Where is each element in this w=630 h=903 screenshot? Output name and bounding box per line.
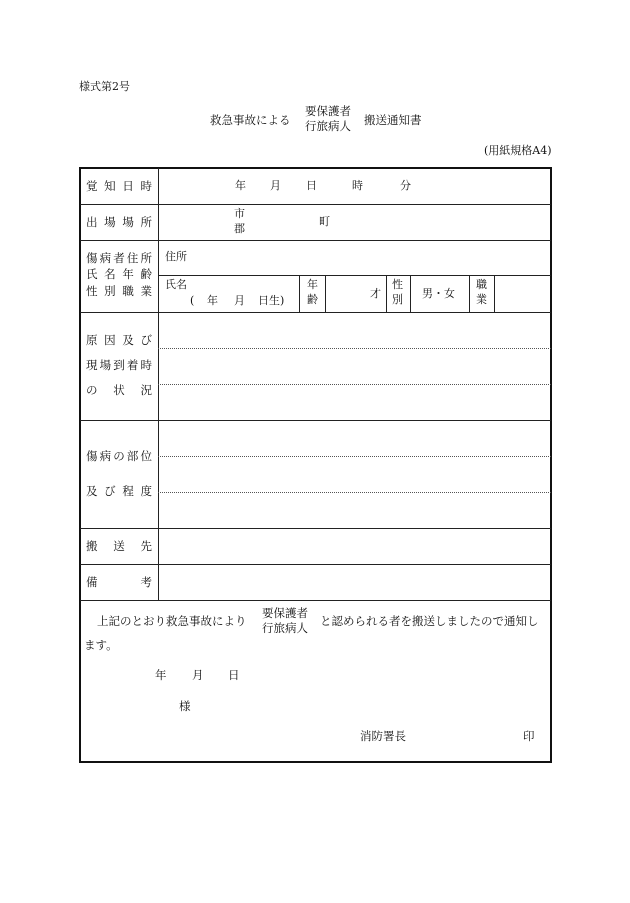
label-char: 氏	[86, 267, 98, 281]
label-char: 到	[113, 358, 125, 372]
label-char: 病	[99, 251, 112, 265]
label-char: 度	[140, 484, 152, 498]
row-label-cause-line3	[86, 384, 152, 397]
age-unit: 才	[370, 287, 381, 300]
label-char: の	[86, 383, 98, 397]
row-label-dispatch-location	[86, 216, 152, 229]
title-option-protected: 要保護者	[305, 104, 351, 118]
birth-open-paren: (	[190, 294, 195, 307]
label-char: 出	[86, 215, 98, 229]
title-option-traveler: 行旅病人	[305, 119, 351, 133]
label-char: 程	[122, 484, 134, 498]
sex-label-bottom: 別	[392, 293, 403, 306]
job-label-top: 職	[476, 278, 487, 291]
label-char: 職	[122, 284, 134, 298]
label-char: 備	[86, 575, 98, 589]
cell-divider	[386, 276, 387, 312]
label-char: 業	[140, 284, 152, 298]
label-char: 覚	[86, 179, 98, 193]
label-char: 時	[140, 179, 152, 193]
row-label-receipt-time	[86, 180, 152, 193]
label-char: 所	[140, 251, 152, 265]
label-char: 性	[86, 284, 98, 298]
notice-option-traveler: 行旅病人	[262, 621, 308, 635]
label-char: 時	[140, 358, 152, 372]
notice-text-after: と認められる者を搬送しましたので通知し	[320, 614, 539, 628]
label-char: 場	[104, 215, 116, 229]
job-label-bottom: 業	[476, 293, 487, 306]
label-char: 部	[126, 449, 139, 463]
age-label-bottom: 齢	[307, 293, 318, 306]
label-char: の	[113, 449, 125, 463]
notice-date-month: 月	[192, 668, 204, 682]
row-label-destination	[86, 540, 152, 553]
label-char: 因	[104, 333, 116, 347]
birth-month-unit: 月	[234, 294, 245, 307]
paper-size-note: (用紙規格A4)	[484, 144, 552, 157]
location-town-unit: 町	[319, 215, 330, 228]
writing-guide-line	[158, 456, 551, 457]
row-divider	[80, 600, 551, 601]
notice-text-line2: ます。	[84, 638, 118, 652]
writing-guide-line	[158, 492, 551, 493]
name-label: 氏名	[165, 278, 187, 291]
label-char: 齢	[140, 267, 152, 281]
title-suffix: 搬送通知書	[364, 113, 422, 127]
notice-option-protected: 要保護者	[262, 606, 308, 620]
label-char: 搬	[86, 539, 98, 553]
row-label-patient-line1	[86, 252, 152, 265]
birth-year-unit: 年	[207, 294, 218, 307]
label-char: 及	[86, 484, 98, 498]
label-char: び	[104, 484, 116, 498]
notice-date-day: 日	[228, 668, 240, 682]
label-char: 所	[140, 215, 152, 229]
notice-seal-mark: 印	[523, 729, 535, 743]
row-divider	[80, 564, 551, 565]
cell-divider	[325, 276, 326, 312]
birth-day-unit: 日生)	[258, 294, 285, 307]
title-prefix: 救急事故による	[210, 113, 291, 127]
label-char: 考	[140, 575, 152, 589]
row-label-patient-line3	[86, 285, 152, 298]
location-city-unit: 市	[234, 207, 245, 220]
label-char: 況	[140, 383, 152, 397]
receipt-hour-unit: 時	[352, 179, 363, 192]
cell-divider	[469, 276, 470, 312]
row-divider	[80, 528, 551, 529]
label-char: 現	[86, 358, 98, 372]
label-char: 状	[113, 383, 125, 397]
row-divider	[80, 420, 551, 421]
receipt-month-unit: 月	[270, 179, 281, 192]
notice-date-year: 年	[155, 668, 167, 682]
label-char: 別	[104, 284, 116, 298]
age-label-top: 年	[307, 278, 318, 291]
label-char: 者	[113, 251, 125, 265]
row-label-patient-line2	[86, 268, 152, 281]
label-char: 病	[99, 449, 112, 463]
label-char: 位	[140, 449, 152, 463]
form-number: 様式第2号	[79, 80, 130, 93]
label-char: 及	[122, 333, 134, 347]
row-label-cause-line1	[86, 334, 152, 347]
row-divider	[80, 312, 551, 313]
row-divider	[158, 275, 551, 276]
receipt-day-unit: 日	[306, 179, 317, 192]
label-char: 日	[122, 179, 134, 193]
label-char: 名	[104, 267, 116, 281]
label-char: 原	[86, 333, 98, 347]
label-char: 住	[126, 251, 139, 265]
row-label-remarks	[86, 576, 152, 589]
writing-guide-line	[158, 348, 551, 349]
row-label-injury-line1	[86, 450, 152, 463]
label-char: 着	[126, 358, 139, 372]
notice-addressee-suffix: 様	[179, 699, 191, 713]
row-label-injury-line2	[86, 485, 152, 498]
cell-divider	[299, 276, 300, 312]
label-char: び	[140, 333, 152, 347]
label-char: 知	[104, 179, 116, 193]
label-char: 年	[122, 267, 134, 281]
receipt-year-unit: 年	[235, 179, 246, 192]
cell-divider	[494, 276, 495, 312]
label-char: 送	[113, 539, 125, 553]
sex-label-top: 性	[392, 278, 403, 291]
label-char: 先	[140, 539, 152, 553]
row-label-cause-line2	[86, 359, 152, 372]
label-char: 場	[122, 215, 134, 229]
receipt-minute-unit: 分	[400, 179, 411, 192]
cell-divider	[410, 276, 411, 312]
label-char: 場	[99, 358, 112, 372]
notice-text-before: 上記のとおり救急事故により	[97, 614, 247, 628]
sex-options: 男・女	[422, 287, 455, 300]
address-label: 住所	[165, 250, 187, 263]
row-divider	[80, 204, 551, 205]
label-char: 傷	[86, 449, 98, 463]
label-char: 傷	[86, 251, 98, 265]
location-county-unit: 郡	[234, 222, 245, 235]
writing-guide-line	[158, 384, 551, 385]
notice-sender: 消防署長	[360, 729, 406, 743]
row-divider	[80, 240, 551, 241]
